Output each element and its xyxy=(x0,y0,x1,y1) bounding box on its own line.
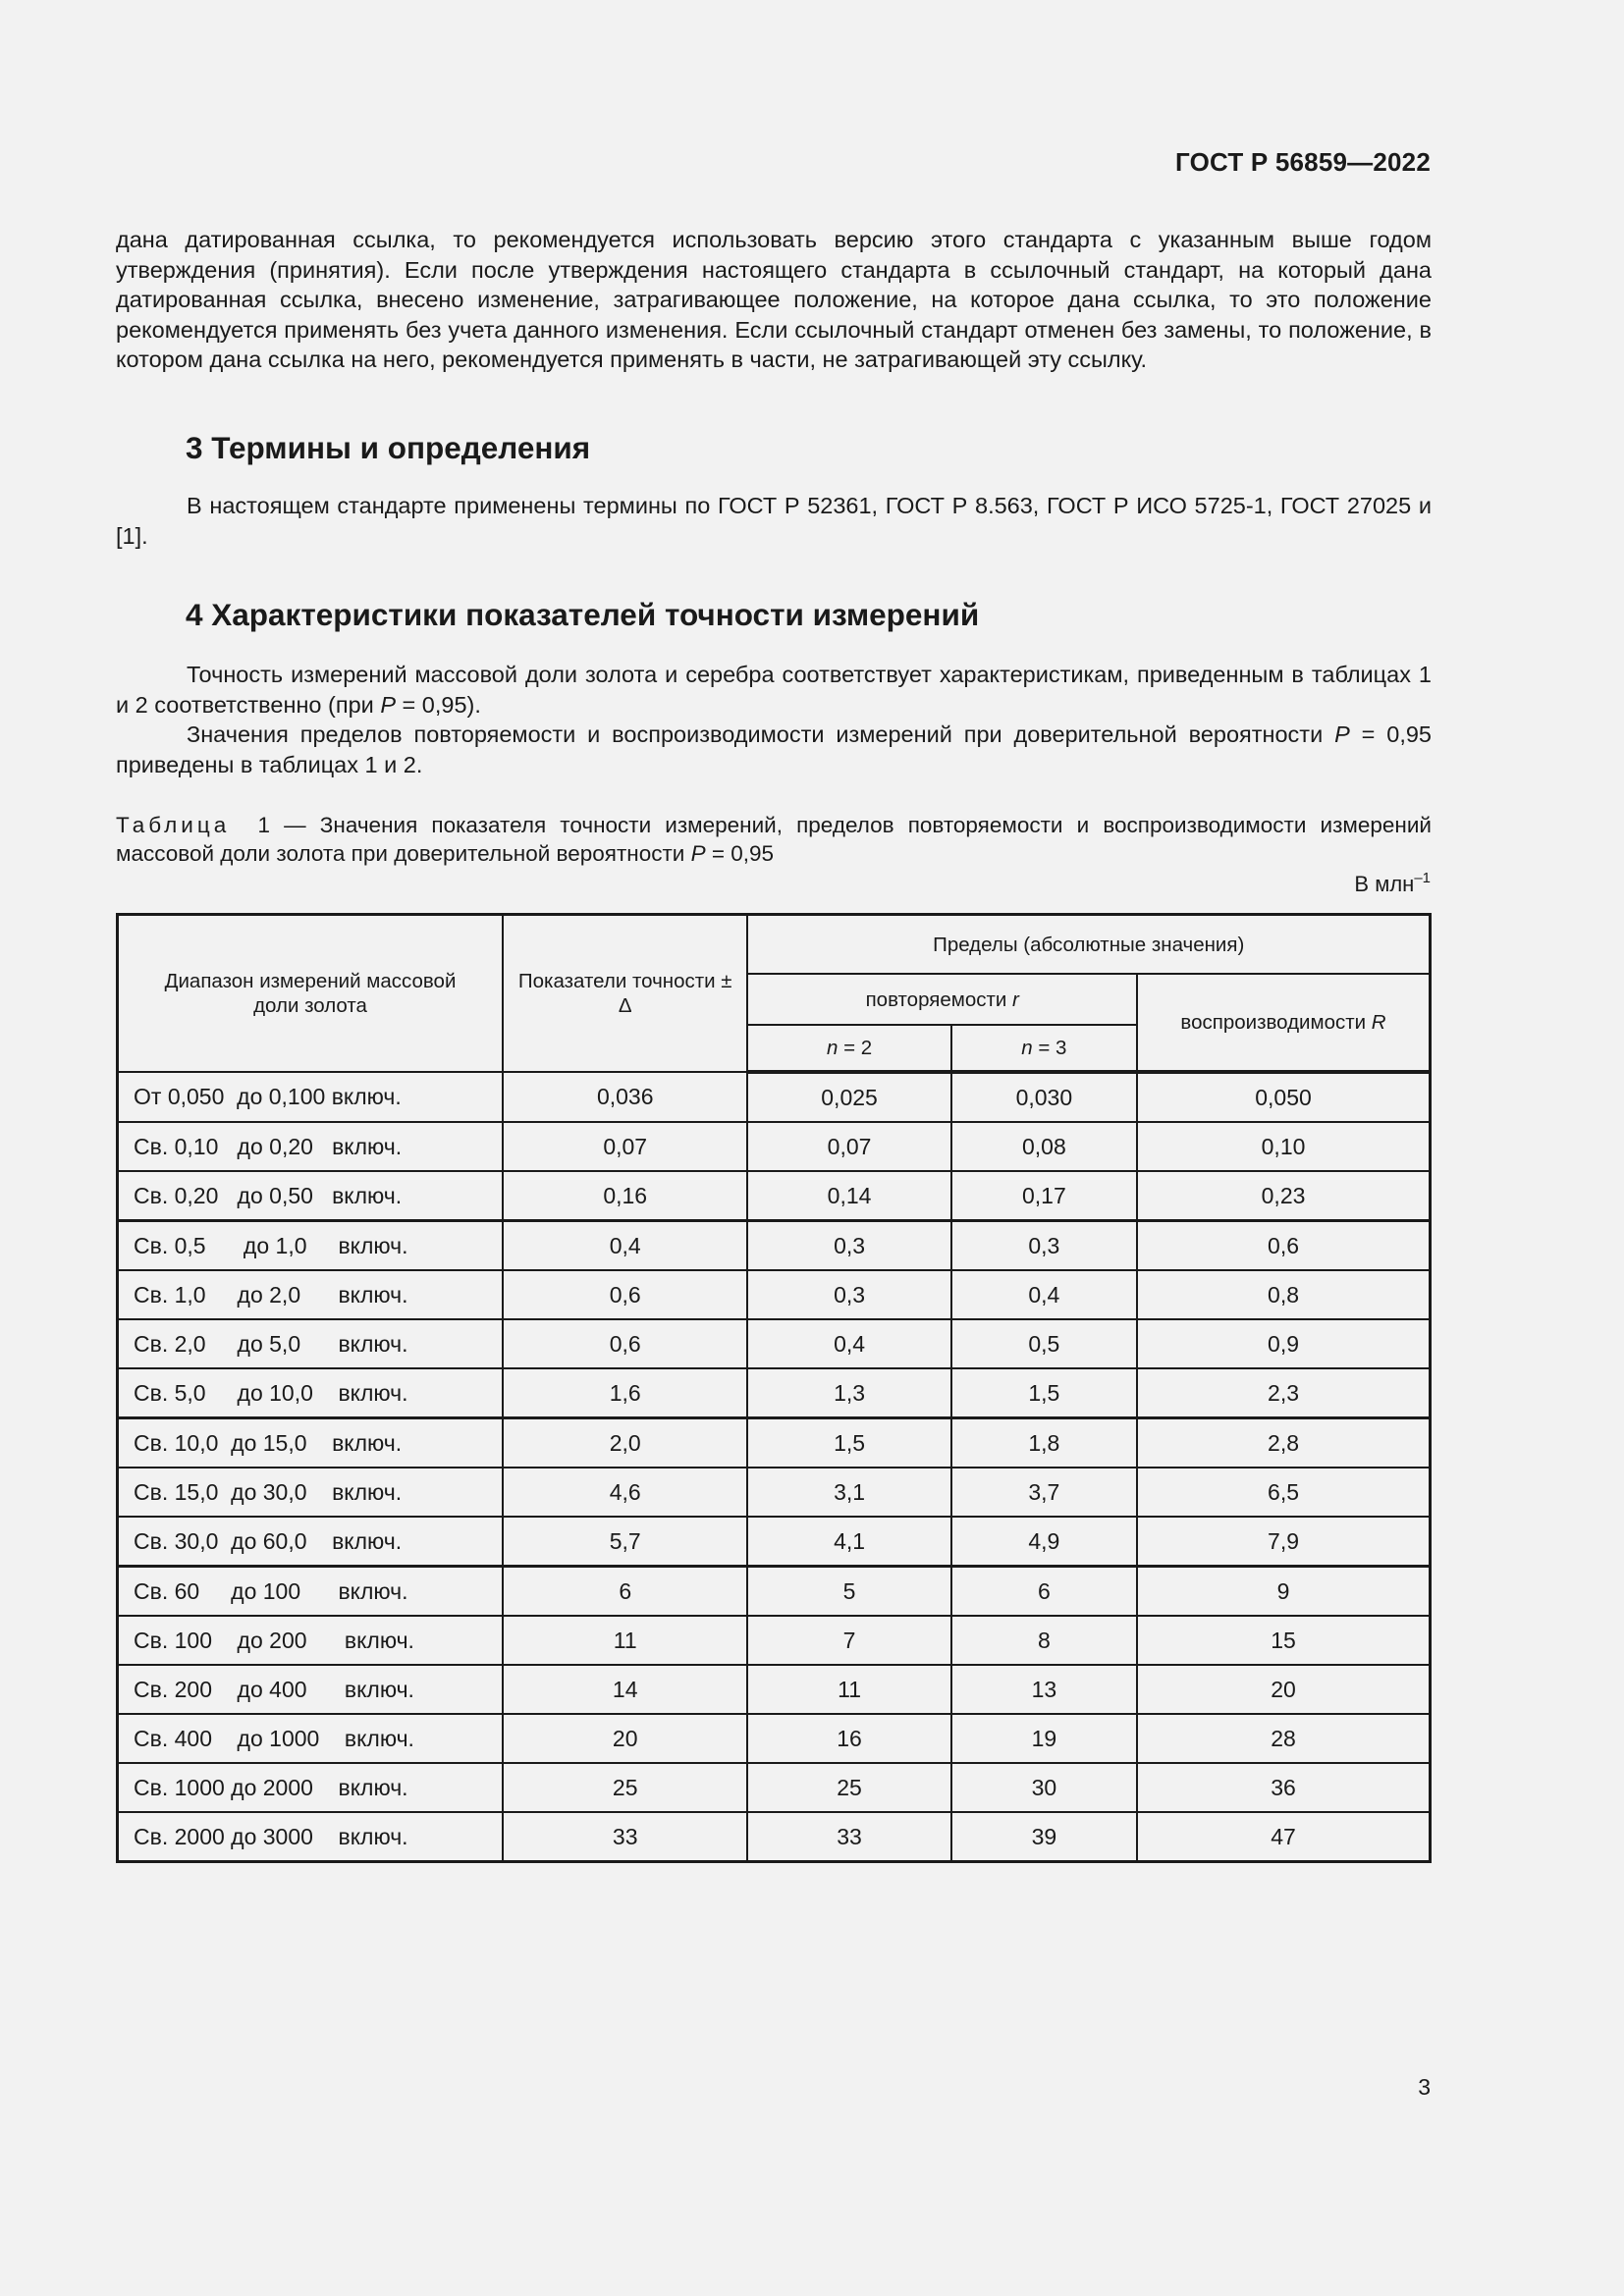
cell-repeatability-n3: 0,17 xyxy=(951,1171,1137,1221)
table-1-body xyxy=(118,1072,1431,1862)
cell-repeatability-n2: 16 xyxy=(747,1714,950,1763)
cell-range: Св. 30,0 до 60,0 включ. xyxy=(118,1517,504,1567)
cell-accuracy: 5,7 xyxy=(503,1517,747,1567)
table-row xyxy=(118,1122,1431,1171)
cell-repeatability-n3: 0,030 xyxy=(951,1072,1137,1122)
cell-reproducibility: 0,8 xyxy=(1137,1270,1430,1319)
cell-reproducibility: 15 xyxy=(1137,1616,1430,1665)
cell-repeatability-n2: 0,07 xyxy=(747,1122,950,1171)
header-n3: n = 3 xyxy=(951,1025,1137,1072)
table-row xyxy=(118,1665,1431,1714)
table-row xyxy=(118,1418,1431,1468)
cell-repeatability-n3: 13 xyxy=(951,1665,1137,1714)
cell-range: Св. 0,5 до 1,0 включ. xyxy=(118,1221,504,1271)
cell-repeatability-n2: 25 xyxy=(747,1763,950,1812)
table-row xyxy=(118,1517,1431,1567)
cell-repeatability-n3: 8 xyxy=(951,1616,1137,1665)
table-row xyxy=(118,1072,1431,1122)
cell-range: Св. 5,0 до 10,0 включ. xyxy=(118,1368,504,1418)
cell-reproducibility: 36 xyxy=(1137,1763,1430,1812)
cell-repeatability-n2: 7 xyxy=(747,1616,950,1665)
table-1 xyxy=(116,913,1432,1863)
cell-reproducibility: 9 xyxy=(1137,1567,1430,1617)
cell-repeatability-n2: 1,3 xyxy=(747,1368,950,1418)
cell-reproducibility: 7,9 xyxy=(1137,1517,1430,1567)
section-4-body xyxy=(116,660,1432,779)
cell-range: Св. 15,0 до 30,0 включ. xyxy=(118,1468,504,1517)
table-row xyxy=(118,1714,1431,1763)
cell-repeatability-n2: 33 xyxy=(747,1812,950,1862)
table-row xyxy=(118,1270,1431,1319)
cell-range: Св. 60 до 100 включ. xyxy=(118,1567,504,1617)
cell-reproducibility: 0,10 xyxy=(1137,1122,1430,1171)
cell-range: Св. 10,0 до 15,0 включ. xyxy=(118,1418,504,1468)
cell-repeatability-n3: 1,8 xyxy=(951,1418,1137,1468)
cell-repeatability-n3: 0,3 xyxy=(951,1221,1137,1271)
table-row xyxy=(118,1616,1431,1665)
cell-range: От 0,050 до 0,100 включ. xyxy=(118,1072,504,1122)
cell-repeatability-n2: 1,5 xyxy=(747,1418,950,1468)
cell-repeatability-n3: 19 xyxy=(951,1714,1137,1763)
cell-reproducibility: 20 xyxy=(1137,1665,1430,1714)
cell-accuracy: 0,16 xyxy=(503,1171,747,1221)
cell-accuracy: 33 xyxy=(503,1812,747,1862)
cell-repeatability-n2: 0,3 xyxy=(747,1270,950,1319)
cell-range: Св. 0,10 до 0,20 включ. xyxy=(118,1122,504,1171)
cell-repeatability-n2: 0,3 xyxy=(747,1221,950,1271)
cell-range: Св. 1,0 до 2,0 включ. xyxy=(118,1270,504,1319)
cell-repeatability-n2: 0,025 xyxy=(747,1072,950,1122)
cell-repeatability-n2: 0,4 xyxy=(747,1319,950,1368)
cell-repeatability-n3: 0,4 xyxy=(951,1270,1137,1319)
cell-accuracy: 0,6 xyxy=(503,1319,747,1368)
header-limits: Пределы (абсолютные значения) xyxy=(747,915,1430,975)
cell-repeatability-n2: 4,1 xyxy=(747,1517,950,1567)
table-row xyxy=(118,1812,1431,1862)
cell-repeatability-n3: 3,7 xyxy=(951,1468,1137,1517)
cell-reproducibility: 47 xyxy=(1137,1812,1430,1862)
table-caption-label: Таблица xyxy=(116,813,231,837)
cell-range: Св. 0,20 до 0,50 включ. xyxy=(118,1171,504,1221)
cell-reproducibility: 6,5 xyxy=(1137,1468,1430,1517)
document-number: ГОСТ Р 56859—2022 xyxy=(1175,147,1431,177)
table-unit: В млн$^{-1}$ xyxy=(1354,870,1431,896)
cell-reproducibility: 2,8 xyxy=(1137,1418,1430,1468)
cell-accuracy: 0,6 xyxy=(503,1270,747,1319)
cell-range: Св. 100 до 200 включ. xyxy=(118,1616,504,1665)
cell-repeatability-n3: 0,5 xyxy=(951,1319,1137,1368)
cell-repeatability-n2: 3,1 xyxy=(747,1468,950,1517)
cell-repeatability-n2: 11 xyxy=(747,1665,950,1714)
cell-repeatability-n3: 39 xyxy=(951,1812,1137,1862)
table-row xyxy=(118,1221,1431,1271)
table-row xyxy=(118,1567,1431,1617)
page-number: 3 xyxy=(1418,2074,1431,2100)
section-3-body: В настоящем стандарте применены термины по ГОСТ Р 52361, ГОСТ Р 8.563, ГОСТ Р ИСО 5725-1, ГОСТ 27025 и [1]. xyxy=(116,493,1432,549)
table-row xyxy=(118,1368,1431,1418)
table-row xyxy=(118,1763,1431,1812)
cell-repeatability-n3: 0,08 xyxy=(951,1122,1137,1171)
cell-accuracy: 0,036 xyxy=(503,1072,747,1122)
cell-repeatability-n2: 0,14 xyxy=(747,1171,950,1221)
cell-range: Св. 2000 до 3000 включ. xyxy=(118,1812,504,1862)
section-4-para-2: Значения пределов повторяемости и воспроизводимости измерений при доверительной вероятности P = 0,95 приведены в таблицах 1 и 2. xyxy=(116,721,1432,777)
cell-repeatability-n2: 5 xyxy=(747,1567,950,1617)
cell-accuracy: 0,07 xyxy=(503,1122,747,1171)
cell-accuracy: 4,6 xyxy=(503,1468,747,1517)
cell-accuracy: 14 xyxy=(503,1665,747,1714)
cell-reproducibility: 0,9 xyxy=(1137,1319,1430,1368)
header-n2: n = 2 xyxy=(747,1025,950,1072)
cell-reproducibility: 0,6 xyxy=(1137,1221,1430,1271)
cell-range: Св. 1000 до 2000 включ. xyxy=(118,1763,504,1812)
cell-repeatability-n3: 1,5 xyxy=(951,1368,1137,1418)
header-reproducibility: воспроизводимости R xyxy=(1137,974,1430,1072)
section-4-para-1: Точность измерений массовой доли золота и серебра соответствует характеристикам, приведенным в таблицах 1 и 2 соответственно (при P = 0,95). xyxy=(116,662,1432,718)
cell-accuracy: 1,6 xyxy=(503,1368,747,1418)
table-1-caption: Таблица 1 — Значения показателя точности измерений, пределов повторяемости и воспроизводимости измерений массовой доли золота при доверительной вероятности P = 0,95 xyxy=(116,813,1432,866)
table-row xyxy=(118,1468,1431,1517)
intro-paragraph: дана датированная ссылка, то рекомендуется использовать версию этого стандарта с указанным выше годом утверждения (принятия). Если после утверждения настоящего стандарта в ссылочный стандарт, на который дана датированная ссылка, внесено изменение, затрагивающее положение, на которое дана ссылка, то это положение рекомендуется применять без учета данного изменения. Если ссылочный стандарт отменен без замены, то положение, в котором дана ссылка на него, рекомендуется применять в части, не затрагивающей эту ссылку. xyxy=(116,227,1432,372)
cell-accuracy: 6 xyxy=(503,1567,747,1617)
cell-range: Св. 200 до 400 включ. xyxy=(118,1665,504,1714)
cell-repeatability-n3: 4,9 xyxy=(951,1517,1137,1567)
cell-accuracy: 2,0 xyxy=(503,1418,747,1468)
header-range: Диапазон измерений массовой доли золота xyxy=(118,915,504,1073)
cell-repeatability-n3: 30 xyxy=(951,1763,1137,1812)
cell-reproducibility: 0,050 xyxy=(1137,1072,1430,1122)
section-3-title: 3 Термины и определения xyxy=(186,430,591,465)
cell-accuracy: 20 xyxy=(503,1714,747,1763)
cell-reproducibility: 2,3 xyxy=(1137,1368,1430,1418)
table-row xyxy=(118,1171,1431,1221)
cell-accuracy: 11 xyxy=(503,1616,747,1665)
cell-reproducibility: 28 xyxy=(1137,1714,1430,1763)
cell-range: Св. 400 до 1000 включ. xyxy=(118,1714,504,1763)
cell-repeatability-n3: 6 xyxy=(951,1567,1137,1617)
section-4-title: 4 Характеристики показателей точности измерений xyxy=(186,597,980,632)
header-repeatability: повторяемости r xyxy=(747,974,1137,1025)
cell-accuracy: 0,4 xyxy=(503,1221,747,1271)
header-accuracy: Показатели точности ± Δ xyxy=(503,915,747,1073)
cell-accuracy: 25 xyxy=(503,1763,747,1812)
cell-range: Св. 2,0 до 5,0 включ. xyxy=(118,1319,504,1368)
cell-reproducibility: 0,23 xyxy=(1137,1171,1430,1221)
table-row xyxy=(118,1319,1431,1368)
